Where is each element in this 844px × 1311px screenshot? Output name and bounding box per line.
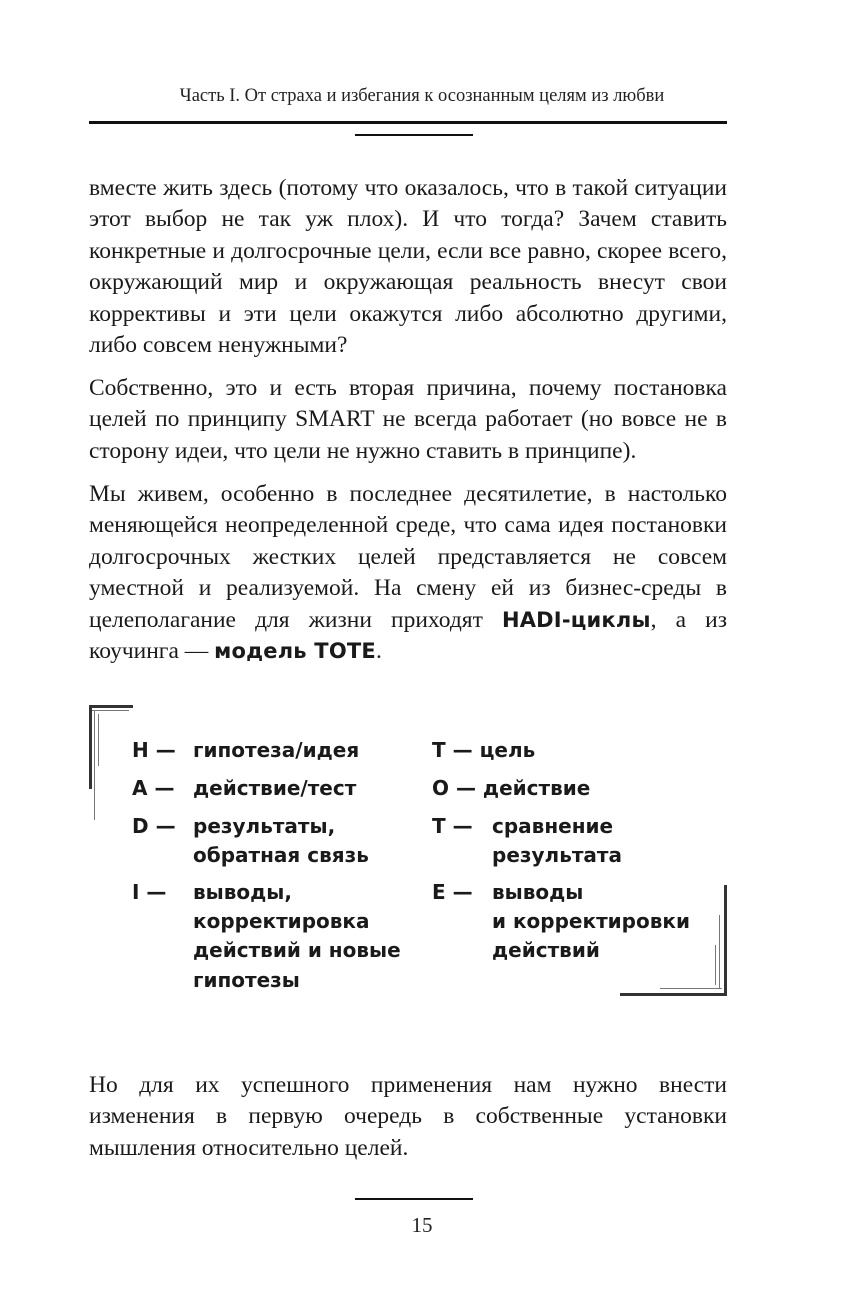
paragraph-3-text-end: . [375,638,382,665]
hadi-desc-d-line1: результаты, [193,814,336,838]
hadi-desc-i-line2: корректировка [193,909,370,933]
tote-letter-t2: T — [432,814,473,838]
tote-letter-e: E — [432,880,473,904]
hadi-desc-d-line2: обратная связь [193,843,369,867]
paragraph-3 [89,479,727,667]
hadi-desc-i-line1: выводы, [193,880,292,904]
frame-corner-top-left [89,705,133,708]
hadi-letter-h: H — [132,738,176,762]
frame-corner-bottom-right-inner [660,988,722,989]
tote-item-o: O — действие [432,776,591,800]
footer-rule [355,1198,473,1200]
header-rule [89,121,727,124]
paragraph-2: Собственно, это и есть вторая причина, почему постановка целей по принципу SMART не всегда работает (но вовсе не в сторону идеи, что цели не нужно ставить в принципе). [89,375,727,464]
hadi-cycles-term: HADI-циклы [501,607,651,632]
tote-desc-e-line2: и корректировки [492,909,690,933]
tote-desc-e-line1: выводы [492,880,584,904]
tote-desc-t2-line1: сравнение [492,814,614,838]
frame-corner-bottom-right-vertical-inner [719,915,720,989]
frame-corner-top-left-inner [89,710,129,711]
tote-desc-t2-line2: результата [492,843,623,867]
hadi-desc-i-line3: действий и новые [193,938,401,962]
hadi-letter-d: D — [132,814,176,838]
frame-corner-bottom-right-vertical [724,885,727,996]
paragraph-1: вместе жить здесь (потому что оказалось, что в такой ситуации этот выбор не так уж плох). И что тогда? Зачем ставить конкретные и долгосрочные цели, если все равно, скорее всего, окружающий мир и окружающая реальность внесут свои коррективы и эти цели окажутся либо абсолютно другими, либо совсем ненужными? [89,175,727,359]
frame-corner-top-left-vertical [89,705,92,789]
hadi-desc-h: гипотеза/идея [193,738,360,762]
paragraph-3-text-start: Мы живем, особенно в последнее десятилетие, в настолько меняющейся неопределенной среде, что сама идея постановки долгосрочных жестких целей представляется не совсем уместной и реализуемой. На смену ей из бизнес-среды в целеполагание для жизни приходят [89,481,727,633]
header-short-rule [355,134,473,136]
tote-desc-e-line3: действий [492,938,600,962]
hadi-desc-i-line4: гипотезы [193,968,300,992]
hadi-desc-a: действие/тест [193,776,357,800]
hadi-letter-a: A — [132,776,175,800]
frame-corner-bottom-right [620,993,727,996]
running-head: Часть I. От страха и избегания к осознанным целям из любви [179,86,665,106]
paragraph-4: Но для их успешного применения нам нужно внести изменения в первую очередь в собственные установки мышления относительно целей. [89,1072,727,1161]
page-number: 15 [411,1213,433,1237]
frame-corner-top-left-vertical-inner [94,710,95,820]
frame-corner-top-left-vertical-inner-2 [98,714,99,766]
hadi-letter-i: I — [132,880,167,904]
paragraph-3-text-mid: , а из коучинга — [89,606,727,665]
tote-item-t1: T — цель [432,738,536,762]
tote-model-term: модель TOTE [214,639,376,664]
frame-corner-bottom-right-vertical-inner-2 [715,945,716,985]
